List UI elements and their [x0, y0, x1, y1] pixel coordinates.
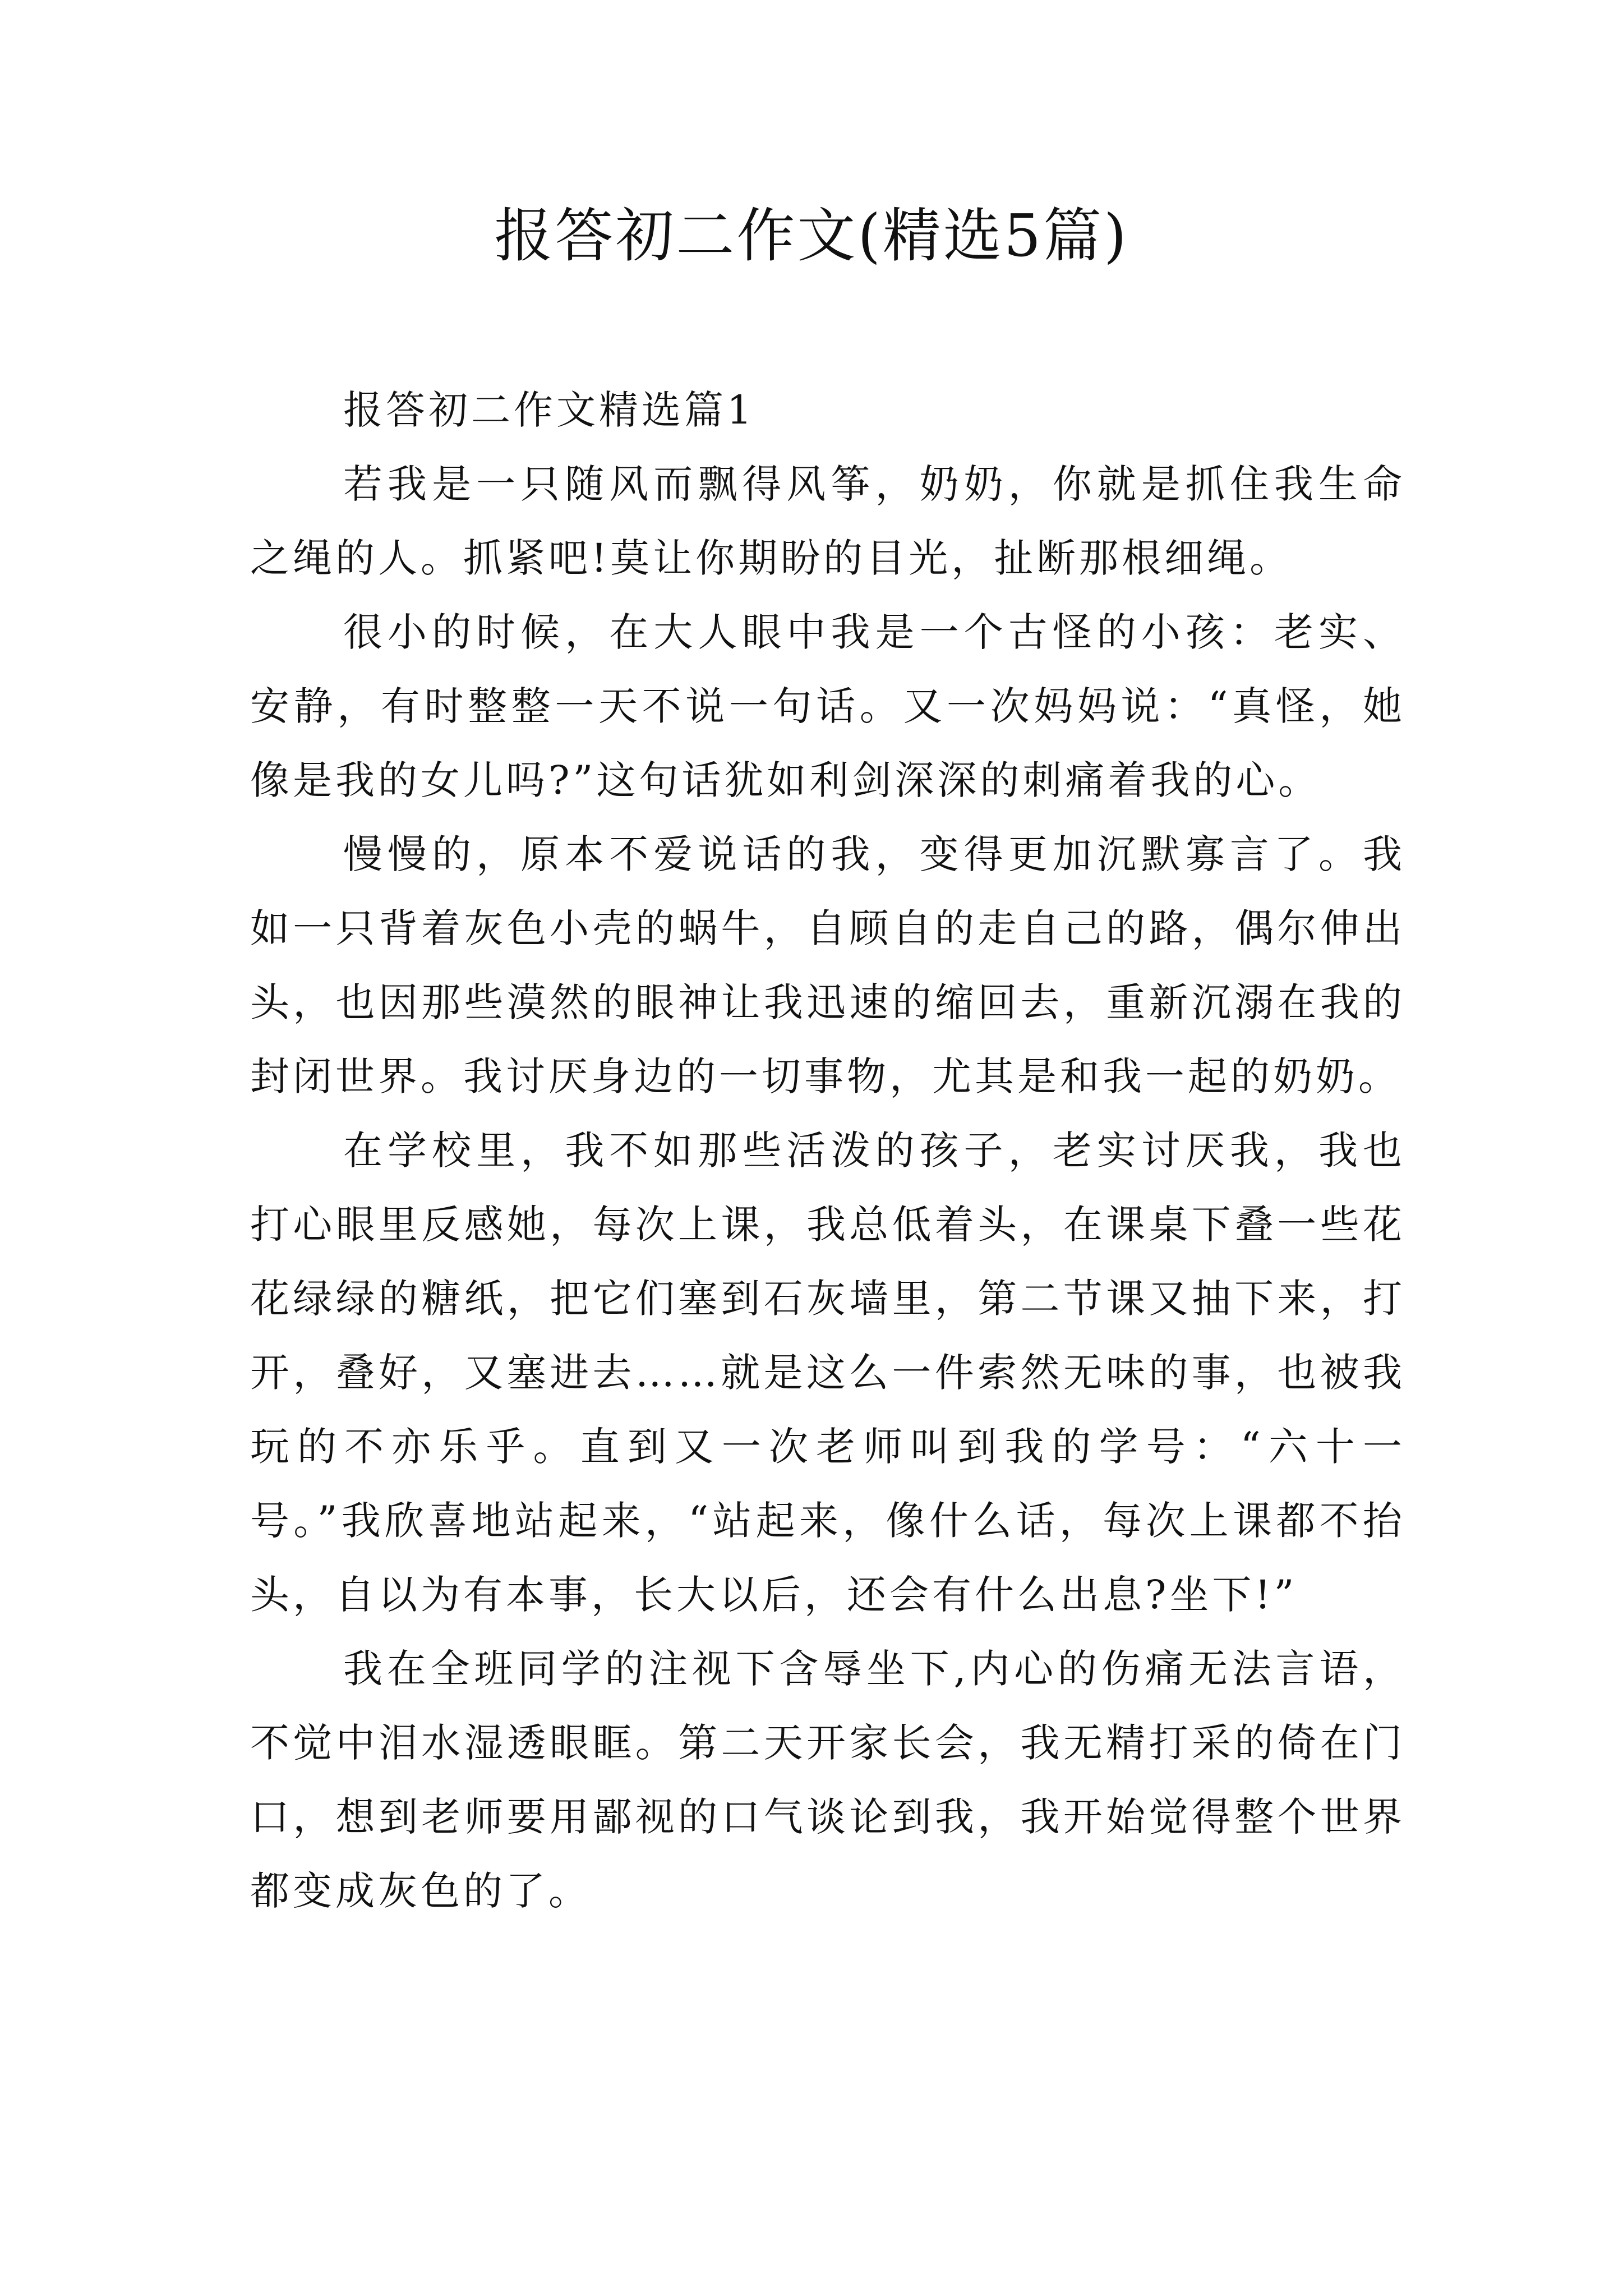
body-paragraph: 我在全班同学的注视下含辱坐下,内心的伤痛无法言语，不觉中泪水湿透眼眶。第二天开家长会，我无精打采的倚在门口，想到老师要用鄙视的口气谈论到我，我开始觉得整个世界都变成灰色的了。 [250, 1646, 1405, 1914]
document-title: 报答初二作文(精选5篇) [494, 201, 1129, 270]
body-paragraph: 慢慢的，原本不爱说话的我，变得更加沉默寡言了。我如一只背着灰色小壳的蜗牛，自顾自的走自己的路，偶尔伸出头，也因那些漠然的眼神让我迅速的缩回去，重新沉溺在我的封闭世界。我讨厌身边的一切事物，尤其是和我一起的奶奶。 [250, 831, 1405, 1099]
body-paragraph: 很小的时候，在大人眼中我是一个古怪的小孩：老实、安静，有时整整一天不说一句话。又一次妈妈说：“真怪，她像是我的女儿吗?”这句话犹如利剑深深的刺痛着我的心。 [250, 609, 1405, 803]
document-body [250, 373, 1405, 1928]
body-paragraph: 若我是一只随风而飘得风筝，奶奶，你就是抓住我生命之绳的人。抓紧吧!莫让你期盼的目光，扯断那根细绳。 [250, 461, 1405, 581]
section-heading: 报答初二作文精选篇1 [343, 387, 755, 433]
body-paragraph: 在学校里，我不如那些活泼的孩子，老实讨厌我，我也打心眼里反感她，每次上课，我总低着头，在课桌下叠一些花花绿绿的糖纸，把它们塞到石灰墙里，第二节课又抽下来，打开，叠好，又塞进去……就是这么一件索然无味的事，也被我玩的不亦乐乎。直到又一次老师叫到我的学号：“六十一号。”我欣喜地站起来，“站起来，像什么话，每次上课都不抬头，自以为有本事，长大以后，还会有什么出息?坐下!” [250, 1128, 1405, 1618]
